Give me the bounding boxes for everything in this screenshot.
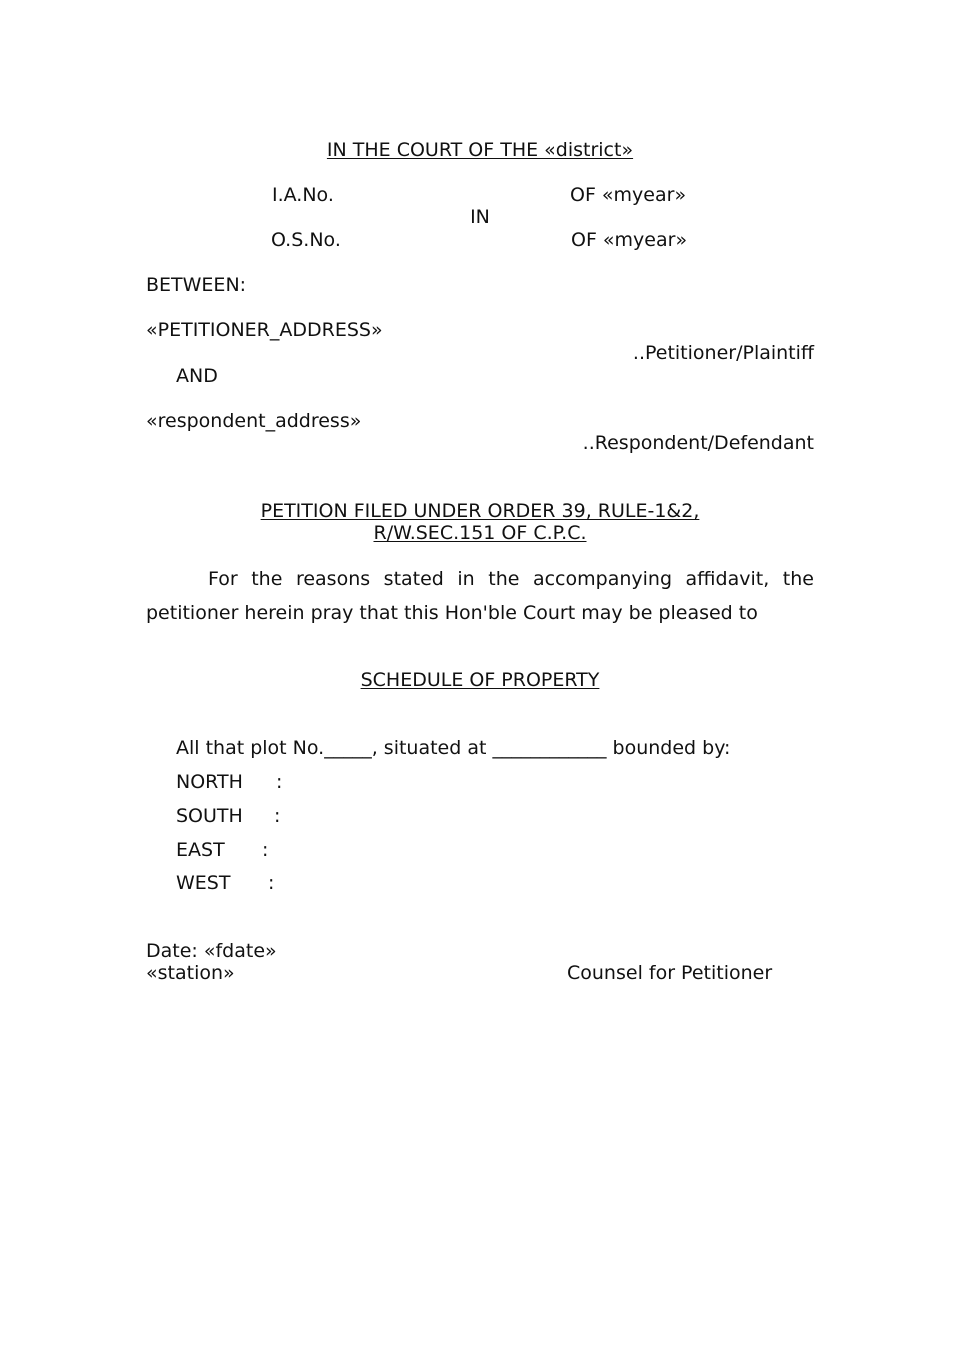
- os-number-label: O.S.No.: [271, 229, 341, 251]
- respondent-address: «respondent_address»: [146, 410, 362, 432]
- boundary-west-label: WEST: [176, 872, 231, 894]
- os-year: OF «myear»: [571, 229, 688, 251]
- boundary-west-separator: :: [268, 872, 275, 894]
- petition-title-line1: [0, 500, 960, 522]
- petition-title-line2: [0, 522, 960, 544]
- boundary-east-label: EAST: [176, 839, 225, 861]
- in-label: IN: [470, 206, 490, 228]
- schedule-title: [0, 669, 960, 691]
- between-label: BETWEEN:: [146, 274, 247, 296]
- and-label: AND: [176, 365, 218, 387]
- respondent-role: ..Respondent/Defendant: [582, 432, 814, 454]
- petitioner-role: ..Petitioner/Plaintiff: [632, 342, 814, 364]
- petition-title-line1-text: PETITION FILED UNDER ORDER 39, RULE-1&2,: [260, 500, 700, 522]
- boundary-south-label: SOUTH: [176, 805, 243, 827]
- boundary-north-separator: :: [276, 771, 283, 793]
- boundary-east-separator: :: [262, 839, 269, 861]
- ia-year: OF «myear»: [570, 184, 687, 206]
- boundary-south-separator: :: [274, 805, 281, 827]
- schedule-description: All that plot No._____, situated at ____________ bounded by:: [176, 737, 731, 759]
- footer-station: «station»: [146, 962, 235, 984]
- body-line-2: petitioner herein pray that this Hon'ble Court may be pleased to: [146, 602, 758, 624]
- footer-date: Date: «fdate»: [146, 940, 277, 962]
- footer-signatory: Counsel for Petitioner: [567, 962, 773, 984]
- ia-number-label: I.A.No.: [272, 184, 334, 206]
- petitioner-address: «PETITIONER_ADDRESS»: [146, 319, 383, 341]
- petition-title-line2-text: R/W.SEC.151 OF C.P.C.: [373, 522, 587, 544]
- court-heading-text: IN THE COURT OF THE «district»: [326, 139, 634, 161]
- boundary-north-label: NORTH: [176, 771, 243, 793]
- court-heading: [0, 139, 960, 161]
- schedule-title-text: SCHEDULE OF PROPERTY: [360, 669, 600, 691]
- body-line-1: For the reasons stated in the accompanying affidavit, the: [208, 568, 814, 590]
